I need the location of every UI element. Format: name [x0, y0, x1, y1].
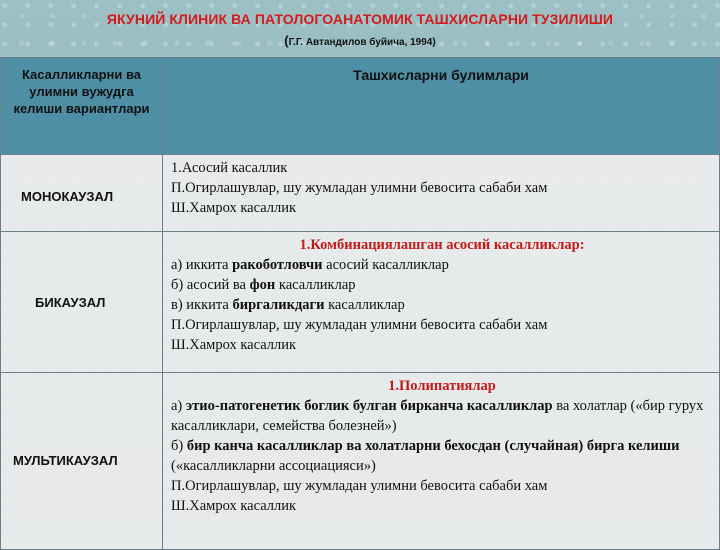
header-sections: Ташхисларни булимлари [163, 58, 720, 155]
content-line: а) иккита ракоботловчи асосий касалликлар [171, 257, 449, 273]
table-row-monocausal [1, 155, 720, 232]
subtitle-text: Г.Г. Автандилов буйича, 1994) [288, 37, 436, 48]
row-content-multicausal [163, 373, 720, 550]
content-line: а) этио-патогенетик боглик булган бирканча касалликлар ва холатлар («бир гурух касалликлари, семейства болезней») [171, 398, 704, 434]
row-content-bicausal [163, 232, 720, 373]
row-label-multicausal: МУЛЬТИКАУЗАЛ [1, 373, 163, 550]
slide-title: ЯКУНИЙ КЛИНИК ВА ПАТОЛОГОАНАТОМИК ТАШХИСЛАРНИ ТУЗИЛИШИ [106, 11, 614, 27]
content-line: П.Огирлашувлар, шу жумладан улимни бевосита сабаби хам [171, 478, 548, 494]
table-row-bicausal [1, 232, 720, 373]
content-line: П.Огирлашувлар, шу жумладан улимни бевосита сабаби хам [171, 317, 548, 333]
table-header-row [1, 58, 720, 155]
subtitle-paren: ( [284, 33, 289, 48]
row-content-monocausal [163, 155, 720, 232]
content-line: б) бир канча касалликлар ва холатларни бехосдан (случайная) бирга келиши («касалликларни ассоциацияси») [171, 438, 680, 474]
content-line: П.Огирлашувлар, шу жумладан улимни бевосита сабаби хам [171, 180, 548, 196]
content-line: б) асосий ва фон касалликлар [171, 277, 356, 293]
content-heading: 1.Комбинациялашган асосий касалликлар: [299, 237, 585, 253]
content-heading: 1.Полипатиялар [388, 378, 496, 394]
content-line: Ш.Хамрох касаллик [171, 337, 297, 353]
row-label-monocausal: МОНОКАУЗАЛ [1, 155, 163, 232]
content-line: Ш.Хамрох касаллик [171, 200, 297, 216]
content-line: 1.Асосий касаллик [171, 160, 288, 176]
slide-subtitle [0, 33, 720, 48]
row-label-bicausal: БИКАУЗАЛ [1, 232, 163, 373]
table-row-multicausal [1, 373, 720, 550]
content-line: в) иккита биргаликдаги касалликлар [171, 297, 405, 313]
header-variants: Касалликларни ва улимни вужудга келиши вариантлари [1, 58, 163, 155]
content-line: Ш.Хамрох касаллик [171, 498, 297, 514]
diagnosis-structure-table [0, 57, 720, 550]
